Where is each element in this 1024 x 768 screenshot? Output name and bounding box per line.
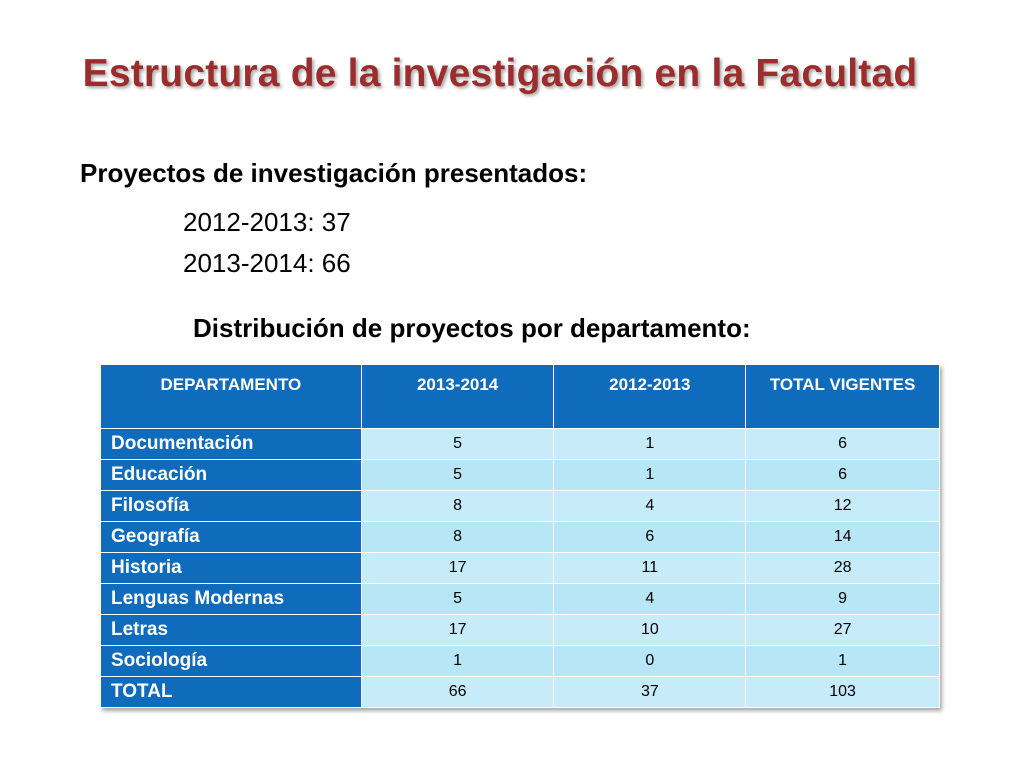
table-row — [101, 646, 940, 677]
projects-subtitle: Proyectos de investigación presentados: — [80, 158, 588, 188]
row-department-name: Educación — [101, 460, 362, 491]
table-row — [101, 429, 940, 460]
row-department-name: Geografía — [101, 522, 362, 553]
row-value-2013-2014: 5 — [361, 584, 554, 615]
row-total-label: TOTAL — [101, 677, 362, 708]
row-value-2013-2014: 8 — [361, 491, 554, 522]
table-row — [101, 491, 940, 522]
header-department: DEPARTAMENTO — [101, 365, 362, 429]
row-department-name: Documentación — [101, 429, 362, 460]
header-2013-2014: 2013-2014 — [361, 365, 554, 429]
row-department-name: Historia — [101, 553, 362, 584]
row-value-total: 6 — [746, 460, 940, 491]
total-value-2012-2013: 37 — [554, 677, 746, 708]
department-table — [100, 364, 940, 708]
row-value-total: 27 — [746, 615, 940, 646]
total-value-2013-2014: 66 — [361, 677, 554, 708]
row-value-2012-2013: 4 — [554, 584, 746, 615]
row-department-name: Letras — [101, 615, 362, 646]
year-line-2012-2013: 2012-2013: 37 — [183, 207, 351, 237]
row-department-name: Sociología — [101, 646, 362, 677]
table-header-row — [101, 365, 940, 429]
row-value-2013-2014: 17 — [361, 553, 554, 584]
row-value-2013-2014: 8 — [361, 522, 554, 553]
row-value-2012-2013: 10 — [554, 615, 746, 646]
total-value-all: 103 — [746, 677, 940, 708]
row-value-2013-2014: 1 — [361, 646, 554, 677]
year-line-2013-2014: 2013-2014: 66 — [183, 248, 351, 278]
row-department-name: Lenguas Modernas — [101, 584, 362, 615]
header-total-vigentes: TOTAL VIGENTES — [746, 365, 940, 429]
row-value-total: 1 — [746, 646, 940, 677]
row-value-2012-2013: 1 — [554, 460, 746, 491]
table-row — [101, 460, 940, 491]
row-value-2012-2013: 11 — [554, 553, 746, 584]
row-value-2012-2013: 6 — [554, 522, 746, 553]
table-row — [101, 615, 940, 646]
row-value-total: 14 — [746, 522, 940, 553]
table-row — [101, 553, 940, 584]
row-value-2012-2013: 0 — [554, 646, 746, 677]
row-value-2013-2014: 17 — [361, 615, 554, 646]
table-row — [101, 522, 940, 553]
row-value-2013-2014: 5 — [361, 429, 554, 460]
row-value-total: 9 — [746, 584, 940, 615]
row-value-total: 12 — [746, 491, 940, 522]
distribution-title: Distribución de proyectos por departamento: — [193, 313, 751, 343]
row-department-name: Filosofía — [101, 491, 362, 522]
row-value-2013-2014: 5 — [361, 460, 554, 491]
table-row — [101, 584, 940, 615]
table-total-row — [101, 677, 940, 708]
row-value-total: 28 — [746, 553, 940, 584]
row-value-2012-2013: 1 — [554, 429, 746, 460]
row-value-2012-2013: 4 — [554, 491, 746, 522]
slide-title: Estructura de la investigación en la Facultad — [82, 52, 918, 95]
row-value-total: 6 — [746, 429, 940, 460]
header-2012-2013: 2012-2013 — [554, 365, 746, 429]
